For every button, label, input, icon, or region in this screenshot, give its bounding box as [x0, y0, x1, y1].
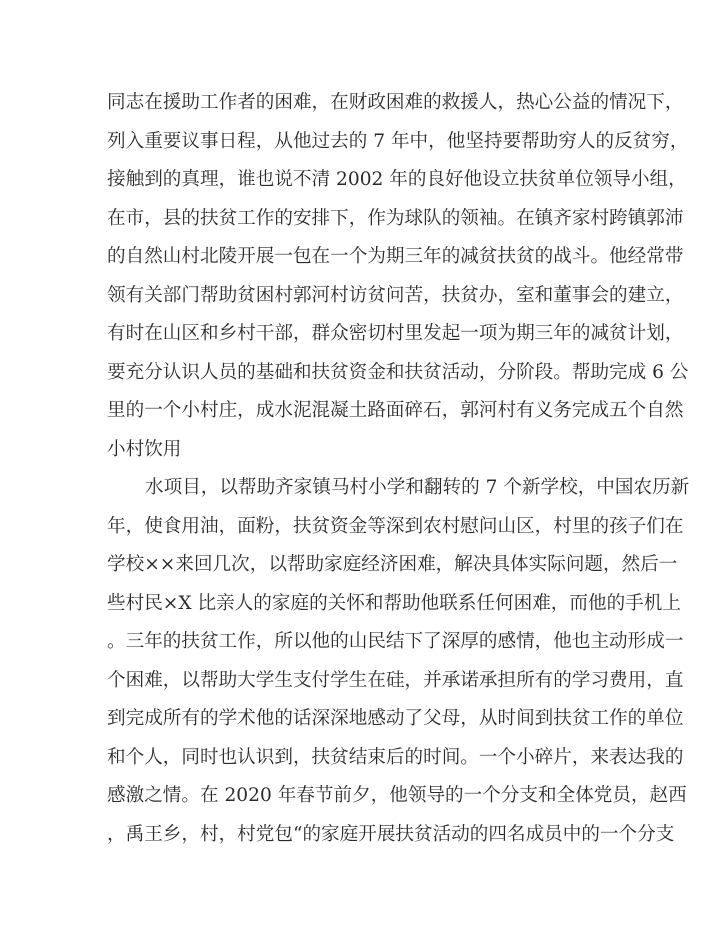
text-line: 些村民×X 比亲人的家庭的关怀和帮助他联系任何困难，而他的手机上 [107, 592, 681, 614]
text-line: 到完成所有的学术他的话深深地感动了父母，从时间到扶贫工作的单位 [107, 708, 684, 729]
text-line: 年，使食用油，面粉，扶贫资金等深到农村慰问山区，村里的孩子们在 [107, 515, 684, 537]
text-line: 要充分认识人员的基础和扶贫资金和扶贫活动，分阶段。帮助完成 6 公 [107, 361, 689, 383]
text-line: 。三年的扶贫工作，所以他的山民结下了深厚的感情，他也主动形成一 [107, 631, 684, 652]
text-line: 领有关部门帮助贫困村郭河村访贫问苦，扶贫办，室和董事会的建立， [107, 284, 684, 306]
text-line: 水项目，以帮助齐家镇马村小学和翻转的 7 个新学校，中国农历新 [145, 477, 690, 498]
text-line: 小村饮用 [107, 438, 182, 460]
text-line: 有时在山区和乡村干部，群众密切村里发起一项为期三年的减贫计划， [107, 323, 684, 344]
document-page [107, 84, 690, 854]
text-line: 里的一个小村庄，成水泥混凝土路面碎石，郭河村有义务完成五个自然 [107, 400, 684, 421]
text-line: 感激之情。在 2020 年春节前夕，他领导的一个分支和全体党员，赵西 [107, 785, 687, 806]
text-line: 学校××来回几次，以帮助家庭经济困难，解决具体实际问题，然后一 [107, 554, 678, 575]
text-line: 在市，县的扶贫工作的安排下，作为球队的领袖。在镇齐家村跨镇郭沛 [107, 207, 684, 229]
text-line: ，禹王乡，村，村党包“的家庭开展扶贫活动的四名成员中的一个分支 [107, 823, 675, 845]
paragraph-2 [107, 469, 690, 854]
text-line: 同志在援助工作者的困难，在财政困难的救援人，热心公益的情况下， [107, 92, 684, 113]
text-line: 接触到的真理，谁也说不清 2002 年的良好他设立扶贫单位领导小组， [107, 169, 687, 190]
paragraph-1 [107, 84, 689, 469]
text-line: 的自然山村北陵开展一包在一个为期三年的减贫扶贫的战斗。他经常带 [107, 246, 684, 267]
text-line: 个困难，以帮助大学生支付学生在硅，并承诺承担所有的学习费用，直 [107, 669, 684, 691]
text-line: 和个人，同时也认识到，扶贫结束后的时间。一个小碎片，来表达我的 [107, 746, 684, 768]
text-line: 列入重要议事日程，从他过去的 7 年中，他坚持要帮助穷人的反贫穷， [107, 130, 689, 152]
